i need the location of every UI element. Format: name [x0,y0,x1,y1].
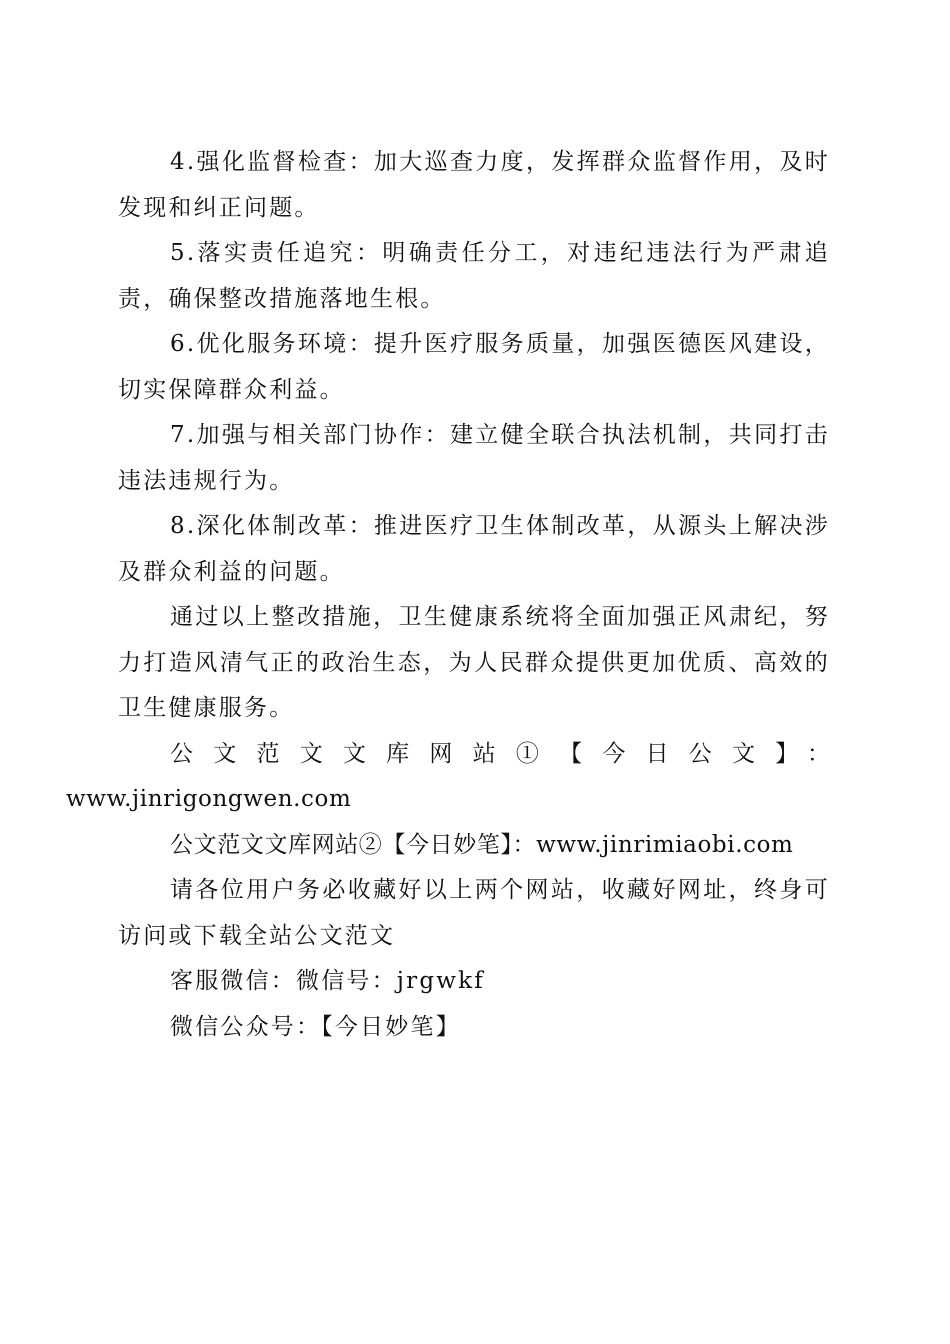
wechat-paragraph: 客服微信：微信号：jrgwkf [170,968,485,994]
site1-label: 公文范文文库网站①【今日公文】： [170,740,830,767]
paragraph-system-reform: 8.深化体制改革：推进医疗卫生体制改革，从源头上解决涉及群众利益的问题。 [118,513,830,585]
site2-paragraph[interactable]: 公文范文文库网站②【今日妙笔】：www.jinrimiaobi.com [170,831,794,858]
paragraph-department-cooperation: 7.加强与相关部门协作：建立健全联合执法机制，共同打击违法违规行为。 [118,422,830,494]
paragraph-conclusion: 通过以上整改措施，卫生健康系统将全面加强正风肃纪，努力打造风清气正的政治生态，为人民群众提供更加优质、高效的卫生健康服务。 [118,604,830,721]
paragraph-accountability: 5.落实责任追究：明确责任分工，对违纪违法行为严肃追责，确保整改措施落地生根。 [118,240,830,312]
document-page [66,140,830,1050]
official-account-paragraph: 微信公众号：【今日妙笔】 [170,1013,461,1040]
paragraph-service-environment: 6.优化服务环境：提升医疗服务质量，加强医德医风建设，切实保障群众利益。 [118,331,830,403]
notice-paragraph: 请各位用户务必收藏好以上两个网站，收藏好网址，终身可访问或下载全站公文范文 [118,877,830,949]
paragraph-supervision: 4.强化监督检查：加大巡查力度，发挥群众监督作用，及时发现和纠正问题。 [118,149,830,221]
site1-paragraph [66,732,830,823]
site1-url[interactable]: www.jinrigongwen.com [66,786,352,812]
